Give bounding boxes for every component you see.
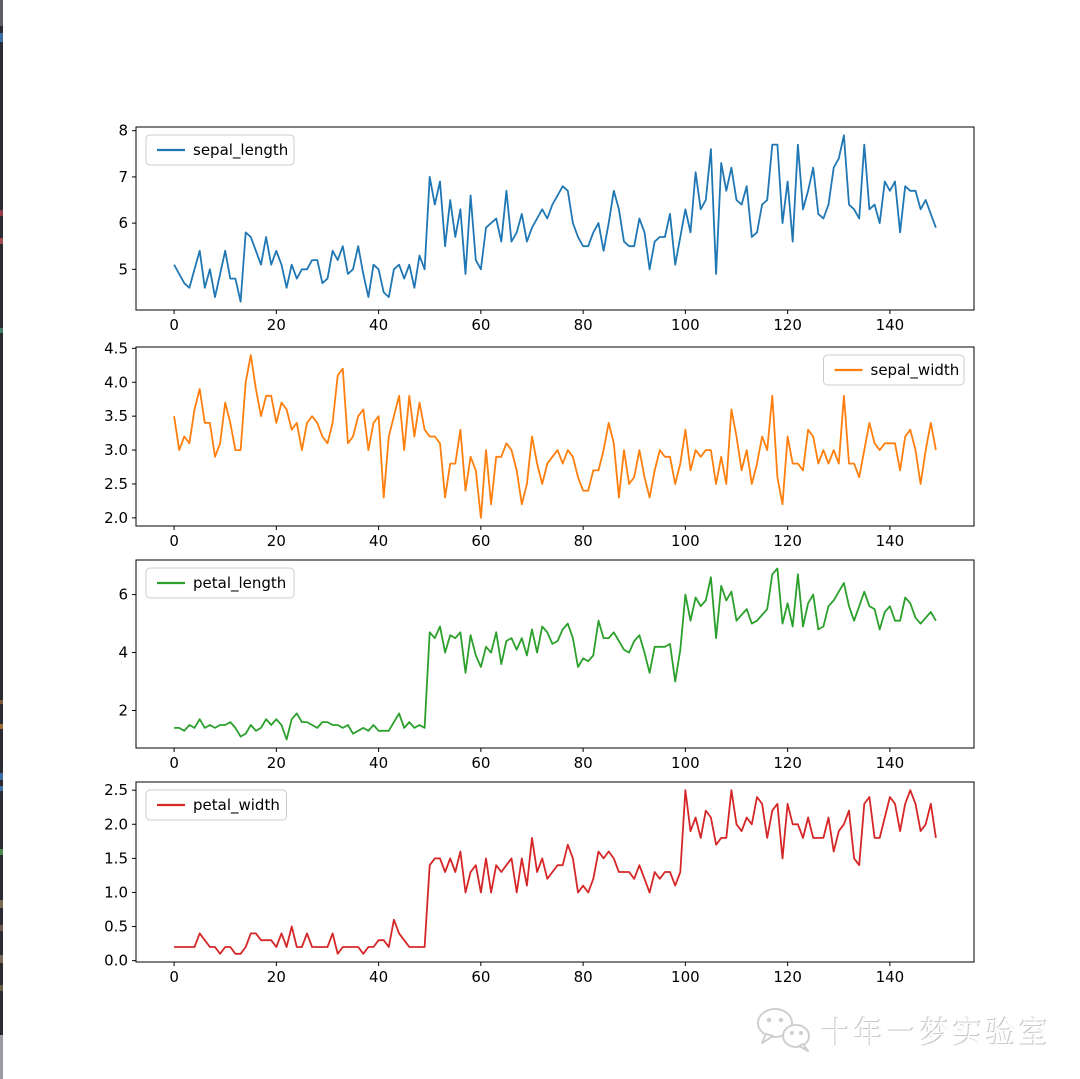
y-tick-label: 4.0 [104,373,128,392]
y-tick-label: 2.0 [104,815,128,834]
x-tick-label: 100 [671,532,700,550]
y-tick-label: 2.0 [104,508,128,527]
x-tick-label: 0 [169,968,179,986]
watermark-text: 十年一梦实验室 [821,1015,1052,1052]
watermark [755,1007,1052,1053]
y-tick-label: 0.5 [104,917,128,936]
x-tick-label: 40 [369,316,389,334]
x-tick-label: 60 [471,754,491,772]
y-tick-label: 6 [118,214,128,233]
y-tick-label: 7 [118,167,128,186]
edge-strip-segment [0,900,3,908]
editor-edge-strip [0,0,3,1079]
x-tick-label: 80 [573,316,593,334]
x-tick-label: 20 [266,316,286,334]
edge-strip-segment [0,0,3,26]
x-tick-label: 100 [671,316,700,334]
x-tick-label: 120 [773,968,802,986]
subplot-petal_width [104,781,974,986]
y-tick-label: 5 [118,260,128,279]
x-tick-label: 60 [471,316,491,334]
x-tick-label: 0 [169,316,179,334]
x-tick-label: 140 [875,532,905,550]
x-tick-label: 140 [875,754,905,772]
y-tick-label: 0.0 [104,951,128,970]
x-tick-label: 40 [369,532,389,550]
y-tick-label: 4 [118,643,128,662]
x-tick-label: 20 [266,532,286,550]
wechat-icon [755,1007,813,1053]
y-tick-label: 6 [118,585,128,604]
x-tick-label: 140 [875,316,905,334]
x-tick-label: 100 [671,754,700,772]
x-tick-label: 120 [773,532,802,550]
y-tick-label: 2.5 [104,474,128,493]
y-tick-label: 3.5 [104,407,128,426]
subplot-petal_length [118,560,974,772]
edge-strip-segment [0,700,3,704]
x-tick-label: 80 [573,968,593,986]
edge-strip-segment [0,955,3,963]
edge-strip-segment [0,786,3,791]
edge-strip-segment [0,985,3,991]
legend-label: sepal_width [870,361,960,379]
legend-label: petal_width [193,796,280,814]
edge-strip-segment [0,1035,3,1079]
x-tick-label: 40 [369,968,389,986]
y-tick-label: 2 [118,701,128,720]
x-tick-label: 20 [266,968,286,986]
x-tick-label: 0 [169,754,179,772]
edge-strip-segment [0,773,3,780]
x-tick-label: 100 [671,968,700,986]
subplot-sepal_length [118,122,974,334]
x-tick-label: 80 [573,532,593,550]
x-tick-label: 80 [573,754,593,772]
edge-strip-segment [0,33,3,42]
x-tick-label: 120 [773,754,802,772]
x-tick-label: 140 [875,968,905,986]
edge-strip-segment [0,724,3,729]
y-tick-label: 3.0 [104,441,128,460]
x-tick-label: 0 [169,532,179,550]
x-tick-label: 20 [266,754,286,772]
x-tick-label: 120 [773,316,802,334]
x-tick-label: 40 [369,754,389,772]
y-tick-label: 4.5 [104,339,128,358]
subplot-sepal_width [104,339,974,550]
edge-strip-segment [0,925,3,931]
y-tick-label: 1.0 [104,883,128,902]
y-tick-label: 8 [118,121,128,140]
edge-strip-segment [0,210,3,216]
legend-label: sepal_length [193,141,289,159]
legend-label: petal_length [193,574,287,592]
y-tick-label: 1.5 [104,849,128,868]
y-tick-label: 2.5 [104,781,128,800]
edge-strip-segment [0,849,3,855]
x-tick-label: 60 [471,532,491,550]
x-tick-label: 60 [471,968,491,986]
edge-strip-segment [0,328,3,333]
edge-strip-segment [0,238,3,244]
